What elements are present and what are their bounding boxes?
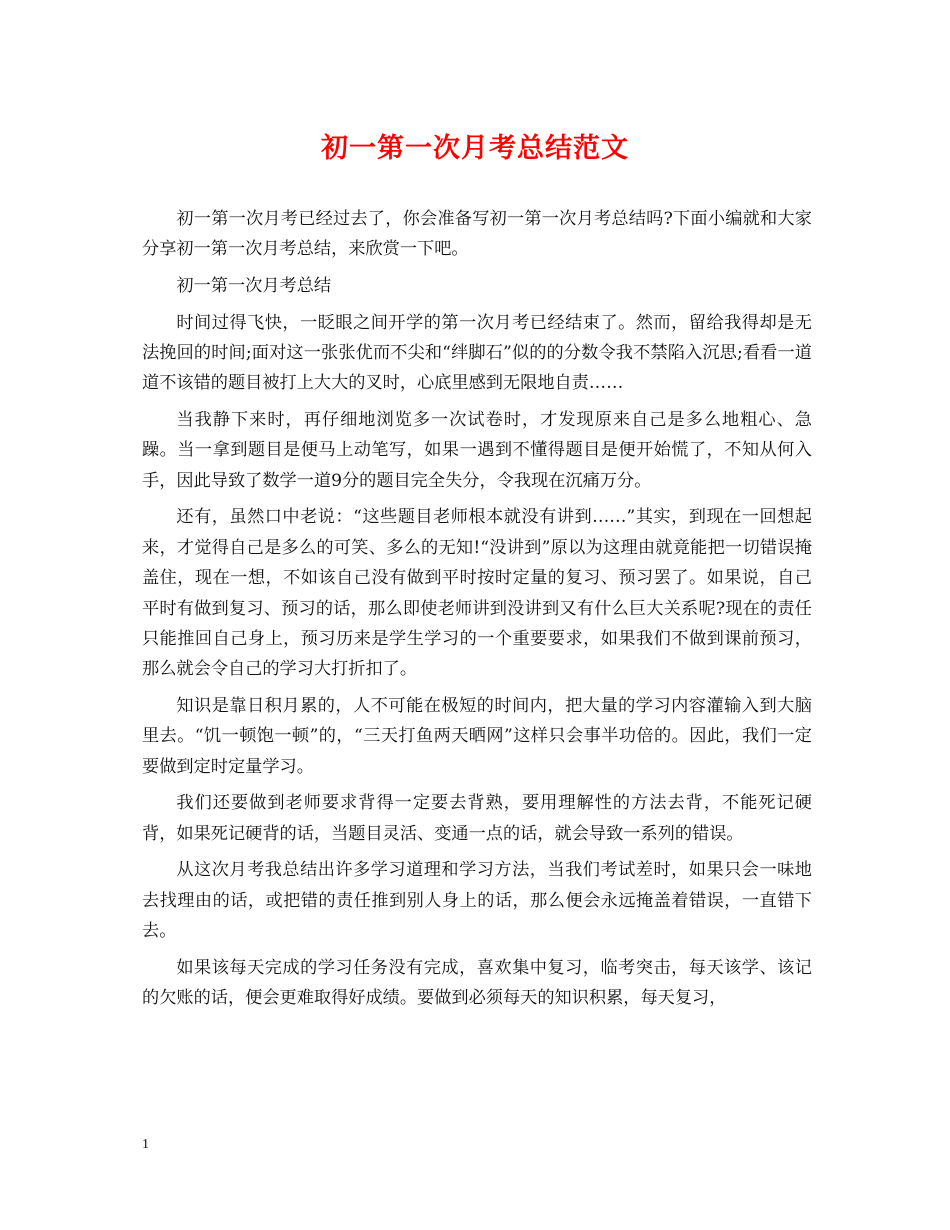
paragraph-accumulation: 知识是靠日积月累的，人不可能在极短的时间内，把大量的学习内容灌输入到大脑里去。“饥一顿饱一顿”的，“三天打鱼两天晒网”这样只会事半功倍的。因此，我们一定要做到定时定量学习。 (142, 696, 812, 777)
paragraph-lessons: 从这次月考我总结出许多学习道理和学习方法，当我们考试差时，如果只会一味地去找理由的话，或把错的责任推到别人身上的话，那么便会永远掩盖着错误，一直错下去。 (142, 860, 812, 942)
paragraph-memorize: 我们还要做到老师要求背得一定要去背熟，要用理解性的方法去背，不能死记硬背，如果死记硬背的话，当题目灵活、变通一点的话，就会导致一系列的错误。 (142, 793, 812, 844)
paragraph-daily-tasks: 如果该每天完成的学习任务没有完成，喜欢集中复习，临考突击，每天该学、该记的欠账的话，便会更难取得好成绩。要做到必须每天的知识积累，每天复习， (142, 957, 812, 1009)
paragraph-subheading: 初一第一次月考总结 (176, 276, 332, 296)
paragraph-time-flies: 时间过得飞快，一眨眼之间开学的第一次月考已经结束了。然而，留给我得却是无法挽回的时间;面对这一张张优而不尖和“绊脚石”似的的分数令我不禁陷入沉思;看看一道道不该错的题目被打上大大的叉时，心底里感到无限地自责…… (142, 312, 812, 394)
paragraph-excuses: 还有，虽然口中老说：“这些题目老师根本就没有讲到……”其实，到现在一回想起来，才觉得自己是多么的可笑、多么的无知!“没讲到”原以为这理由就竟能把一切错误掩盖住，现在一想，不如该自己没有做到平时按时定量的复习、预习罢了。如果说，自己平时有做到复习、预习的话，那么即使老师讲到没讲到又有什么巨大关系呢?现在的责任只能推回自己身上，预习历来是学生学习的一个重要要求，如果我们不做到课前预习，那么就会令自己的学习大打折扣了。 (142, 507, 812, 680)
document-body (142, 204, 812, 1020)
document-title: 初一第一次月考总结范文 (321, 133, 629, 164)
page-number: 1 (142, 1137, 149, 1152)
paragraph-intro: 初一第一次月考已经过去了，你会准备写初一第一次月考总结吗?下面小编就和大家分享初一第一次月考总结，来欣赏一下吧。 (142, 209, 812, 260)
paragraph-careless: 当我静下来时，再仔细地浏览多一次试卷时，才发现原来自己是多么地粗心、急躁。当一拿到题目是便马上动笔写，如果一遇到不懂得题目是便开始慌了，不知从何入手，因此导致了数学一道9分的题目完全失分，令我现在沉痛万分。 (142, 410, 812, 491)
